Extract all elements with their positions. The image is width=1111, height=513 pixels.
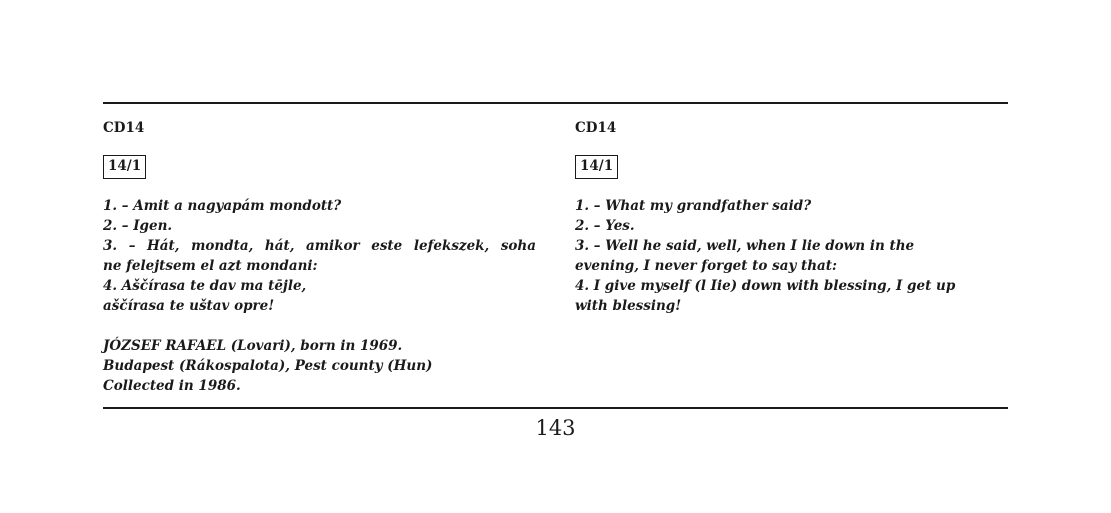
lyric-line: 4. I give myself (l Iie) down with blessing, I get up [575,278,956,294]
performer-info [103,336,536,396]
lyric-line: 2. – Igen. [103,218,173,234]
lyric-line: ne felejtsem el azt mondani: [103,258,318,274]
lyric-line: 3. – Well he said, well, when I lie down in the [575,238,915,254]
track-number-box: 14/1 [575,155,618,179]
cd-label: CD14 [575,120,617,136]
performer-line: JÓZSEF RAFAEL (Lovari), born in 1969. [103,338,403,354]
page-number: 143 [535,416,576,440]
lyric-line: aščírasa te uštav opre! [103,298,275,314]
location-line: Budapest (Rákospalota), Pest county (Hun) [103,358,433,374]
translation-column [575,120,956,316]
lyric-line: 4. Aščírasa te dav ma tējle, [103,278,307,294]
collected-line: Collected in 1986. [103,378,241,394]
top-rule [103,102,1008,104]
cd-label: CD14 [103,120,145,136]
track-number-box: 14/1 [103,155,146,179]
lyric-line: with blessing! [575,298,682,314]
lyric-line: 1. – Amit a nagyapám mondott? [103,198,342,214]
lyric-line: 2. – Yes. [575,218,635,234]
lyric-line: evening, I never forget to say that: [575,258,838,274]
song-lyrics-original [103,196,536,316]
lyric-line: 1. – What my grandfather said? [575,198,812,214]
bottom-rule [103,407,1008,409]
lyric-line: 3. – Hát, mondta, hát, amikor este lefekszek, soha [103,238,536,254]
song-lyrics-translation [575,196,956,316]
original-text-column [103,120,536,396]
